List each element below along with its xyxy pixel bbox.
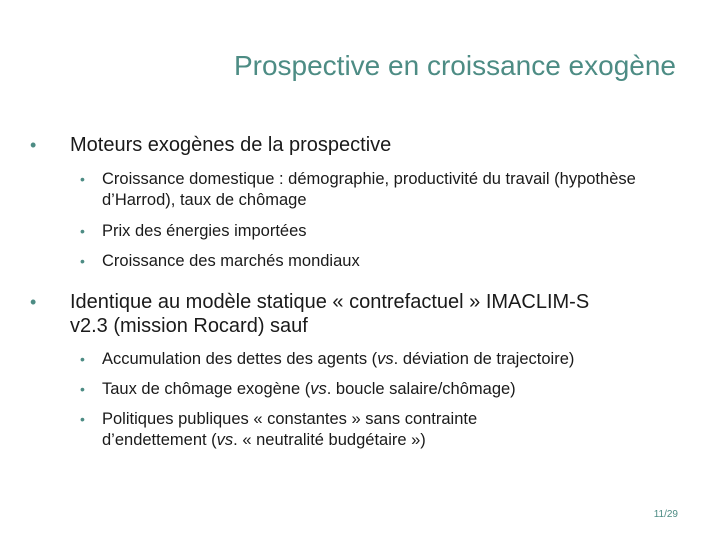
slide-title: Prospective en croissance exogène [233, 50, 676, 81]
bullet-level2 [80, 221, 700, 242]
bullet-dot-icon: • [80, 411, 85, 427]
bullet-text: Prix des énergies importées [102, 222, 307, 240]
page-number: 11/29 [653, 509, 678, 520]
bullet-text: Politiques publiques « constantes » sans contrainte d’endettement (vs. « neutralité budgétaire ») [102, 410, 478, 449]
bullet-text: Moteurs exogènes de la prospective [70, 134, 392, 156]
bullet-dot-icon: • [80, 381, 85, 397]
bullet-text: Croissance domestique : démographie, productivité du travail (hypothèse d’Harrod), taux de chômage [102, 170, 636, 209]
bullet-text: Accumulation des dettes des agents (vs. déviation de trajectoire) [102, 350, 575, 368]
bullet-level2 [80, 349, 700, 370]
bullet-level2 [80, 379, 700, 400]
bullet-dot-icon: • [30, 292, 37, 312]
bullet-level2 [80, 251, 700, 272]
bullet-level2 [80, 409, 580, 451]
bullet-dot-icon: • [80, 223, 85, 239]
bullet-text: Croissance des marchés mondiaux [102, 252, 360, 270]
bullet-text: Taux de chômage exogène (vs. boucle salaire/chômage) [102, 380, 516, 398]
bullet-dot-icon: • [80, 351, 85, 367]
bullet-level1 [30, 133, 700, 157]
bullet-level2 [80, 169, 700, 211]
bullet-text: Identique au modèle statique « contrefactuel » IMACLIM-S v2.3 (mission Rocard) sauf [70, 291, 590, 337]
bullet-level1 [30, 290, 590, 338]
bullet-dot-icon: • [30, 135, 37, 155]
bullet-dot-icon: • [80, 253, 85, 269]
bullet-dot-icon: • [80, 171, 85, 187]
